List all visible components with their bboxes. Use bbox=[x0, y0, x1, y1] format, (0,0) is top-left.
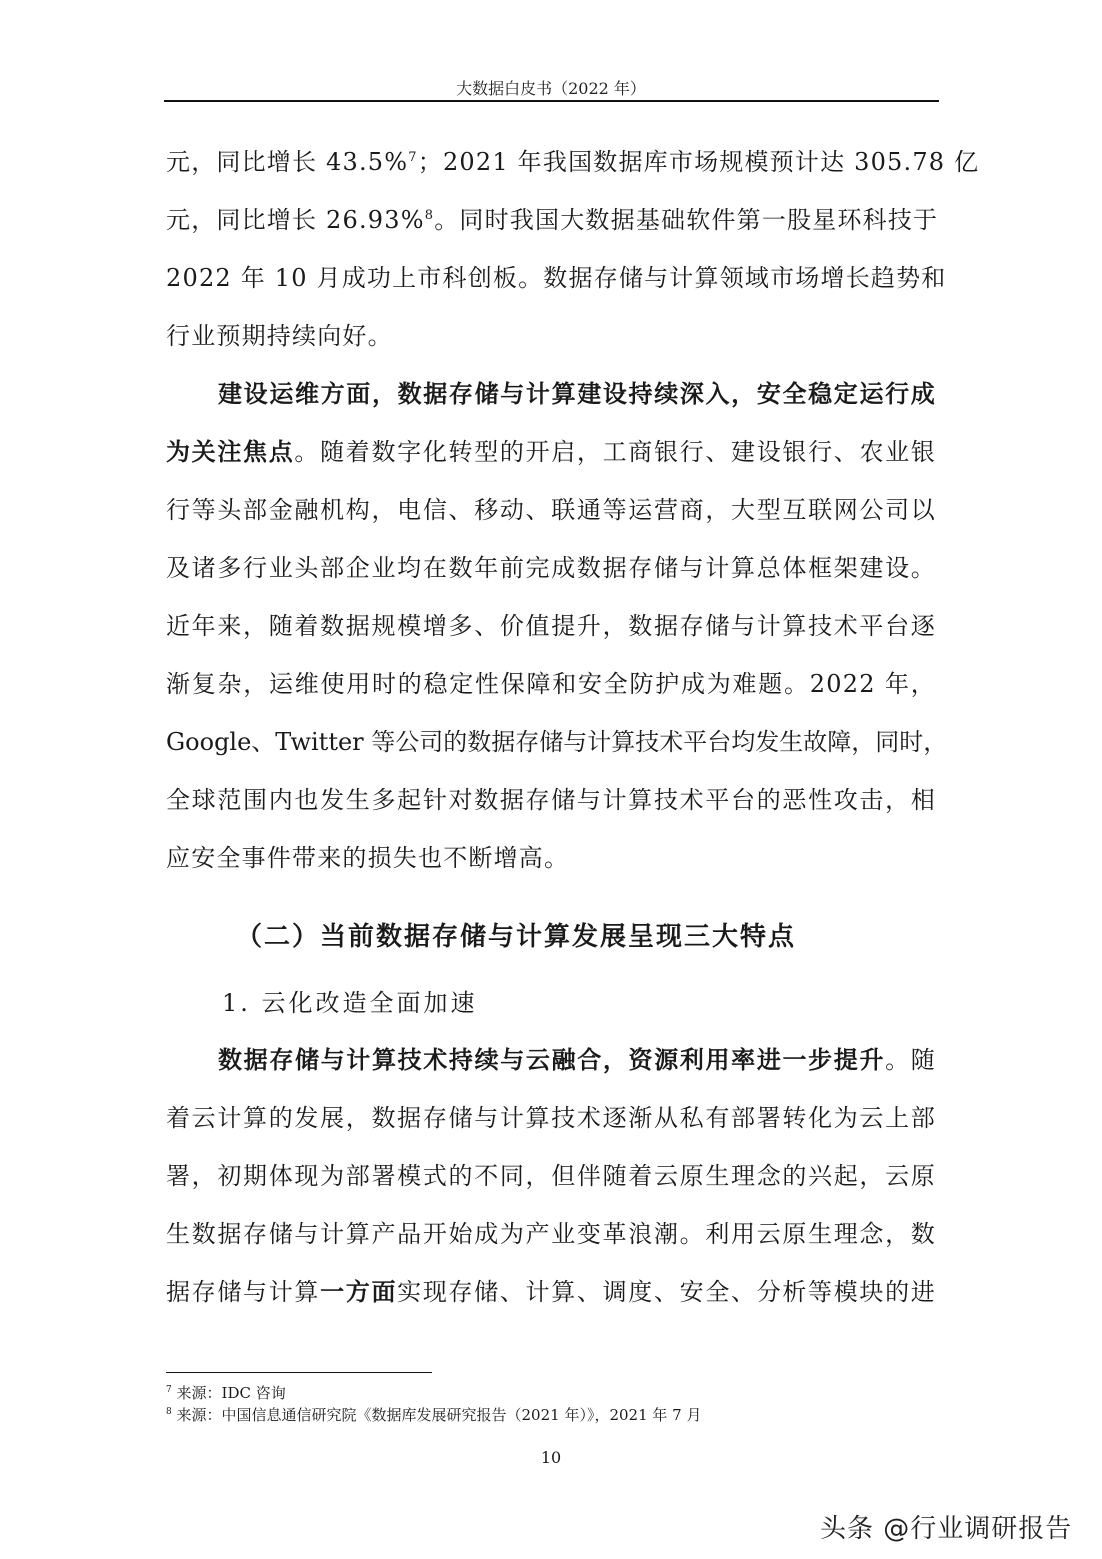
bold-lead: 建设运维方面，数据存储与计算建设持续深入，安全稳定运行成 bbox=[218, 380, 936, 408]
text-line bbox=[166, 436, 936, 468]
footnote-ref-8[interactable]: 8 bbox=[424, 208, 435, 223]
text-line bbox=[218, 1044, 936, 1076]
header-divider bbox=[164, 100, 939, 102]
text-line: 生数据存储与计算产品开始成为产业变革浪潮。利用云原生理念，数 bbox=[166, 1220, 936, 1248]
text-run: 元，同比增长 43.5% bbox=[166, 148, 409, 176]
text-line: 署，初期体现为部署模式的不同，但伴随着云原生理念的兴起，云原 bbox=[166, 1162, 936, 1190]
bold-emphasis: 一方面 bbox=[320, 1278, 398, 1306]
text-line bbox=[166, 146, 980, 178]
footnote-ref-7[interactable]: 7 bbox=[408, 150, 418, 165]
text-line: 2022 年 10 月成功上市科创板。数据存储与计算领域市场增长趋势和 bbox=[166, 264, 947, 292]
text-line bbox=[166, 1276, 936, 1308]
text-line: Google、Twitter 等公司的数据存储与计算技术平台均发生故障，同时， bbox=[166, 728, 948, 756]
text-line: 及诸多行业头部企业均在数年前完成数据存储与计算总体框架建设。 bbox=[166, 554, 936, 582]
header-title: 大数据白皮书（2022 年） bbox=[456, 79, 646, 98]
text-run: ；2021 年我国数据库市场规模预计达 305.78 亿 bbox=[417, 148, 980, 176]
sub-heading: 1. 云化改造全面加速 bbox=[222, 989, 478, 1017]
text-line: 行业预期持续向好。 bbox=[166, 322, 393, 350]
footnote-number: 7 bbox=[166, 1385, 172, 1395]
text-line: 全球范围内也发生多起针对数据存储与计算技术平台的恶性攻击，相 bbox=[166, 786, 936, 814]
text-line bbox=[218, 378, 936, 410]
text-line: 应安全事件带来的损失也不断增高。 bbox=[166, 844, 570, 872]
footnote-text: 来源：中国信息通信研究院《数据库发展研究报告（2021 年）》，2021 年 7 月 bbox=[176, 1406, 702, 1424]
text-line: 着云计算的发展，数据存储与计算技术逐渐从私有部署转化为云上部 bbox=[166, 1104, 936, 1132]
page-number: 10 bbox=[540, 1448, 562, 1467]
text-run: 。同时我国大数据基础软件第一股星环科技于 bbox=[434, 206, 939, 234]
text-line: 近年来，随着数据规模增多、价值提升，数据存储与计算技术平台逐 bbox=[166, 612, 936, 640]
text-run: 。随 bbox=[885, 1046, 936, 1074]
text-run: 据存储与计算 bbox=[166, 1278, 321, 1306]
bold-lead: 为关注焦点 bbox=[166, 438, 295, 466]
text-line: 渐复杂，运维使用时的稳定性保障和安全防护成为难题。2022 年， bbox=[166, 670, 936, 698]
footnote-number: 8 bbox=[166, 1407, 172, 1417]
bold-lead: 数据存储与计算技术持续与云融合，资源利用率进一步提升 bbox=[218, 1046, 886, 1074]
footnote-text: 来源：IDC 咨询 bbox=[176, 1384, 286, 1402]
text-line bbox=[166, 204, 939, 236]
footnote-7 bbox=[166, 1383, 286, 1403]
watermark: 头条 @行业调研报告 bbox=[820, 1514, 1073, 1544]
section-heading: （二）当前数据存储与计算发展呈现三大特点 bbox=[236, 922, 797, 952]
text-run: 元，同比增长 26.93% bbox=[166, 206, 425, 234]
footnote-divider bbox=[166, 1372, 432, 1373]
footnote-8 bbox=[166, 1405, 701, 1425]
text-run: 实现存储、计算、调度、安全、分析等模块的进 bbox=[397, 1278, 936, 1306]
text-run: 。随着数字化转型的开启，工商银行、建设银行、农业银 bbox=[294, 438, 937, 466]
text-line: 行等头部金融机构，电信、移动、联通等运营商，大型互联网公司以 bbox=[166, 496, 936, 524]
